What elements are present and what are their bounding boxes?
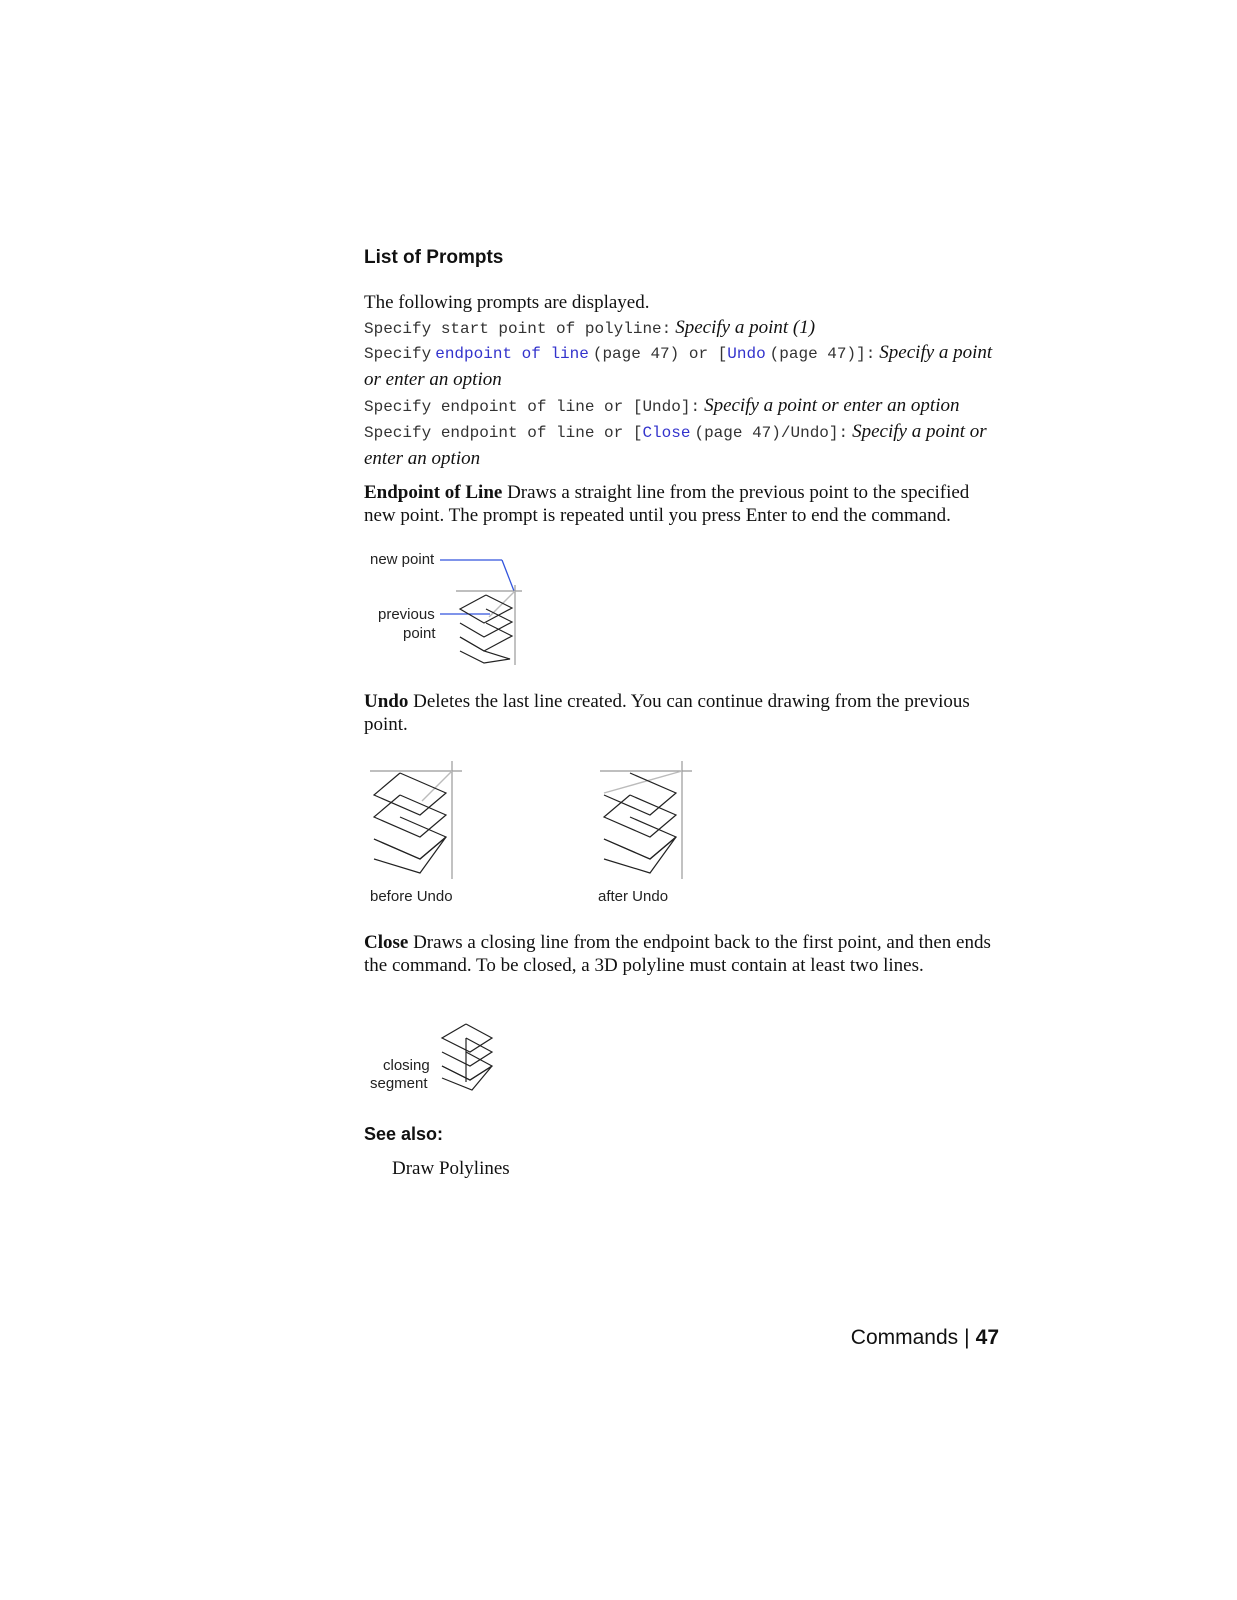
close-paragraph: [364, 931, 1004, 977]
fig-label-after-undo: after Undo: [598, 888, 669, 905]
see-also-link[interactable]: Draw Polylines: [392, 1158, 510, 1179]
prompt-2-code-a: Specify: [364, 345, 432, 363]
undo-paragraph: [364, 690, 1004, 736]
endpoint-term: Endpoint of Line: [364, 482, 503, 503]
close-link[interactable]: Close: [642, 424, 691, 442]
endpoint-paragraph: [364, 481, 1004, 527]
prompt-3: [364, 393, 1004, 420]
prompt-2-code-c: (page 47)]:: [769, 345, 876, 363]
prompt-1: [364, 315, 1004, 342]
page-number: 47: [975, 1326, 999, 1349]
close-figure: [364, 1018, 514, 1098]
prompt-2-code-b: (page 47) or [: [592, 345, 728, 363]
prompt-4-code-a: Specify endpoint of line or [: [364, 424, 643, 442]
see-also-heading: See also:: [364, 1124, 444, 1144]
fig-label-closing: closing: [383, 1057, 430, 1074]
footer-separator: |: [964, 1326, 970, 1349]
prompt-4-code-b: (page 47)/Undo]:: [694, 424, 849, 442]
endpoint-of-line-link[interactable]: endpoint of line: [435, 345, 589, 363]
intro-text: The following prompts are displayed.: [364, 292, 650, 313]
see-also-block: [364, 1124, 1004, 1145]
prompt-1-code: Specify start point of polyline:: [364, 320, 672, 338]
prompt-4-italic: Specify a point or enter an option: [364, 421, 987, 469]
undo-link[interactable]: Undo: [727, 345, 766, 363]
prompt-2-italic: Specify a point or enter an option: [364, 342, 993, 390]
fig-label-new-point: new point: [370, 551, 435, 568]
fig-label-segment: segment: [370, 1075, 428, 1092]
undo-figures: [364, 755, 714, 910]
fig-label-before-undo: before Undo: [370, 888, 453, 905]
undo-term: Undo: [364, 691, 409, 712]
fig-label-previous: previous: [378, 606, 435, 623]
prompt-3-code: Specify endpoint of line or [Undo]:: [364, 398, 701, 416]
prompt-1-italic: Specify a point (1): [675, 317, 816, 338]
close-text: Draws a closing line from the endpoint back to the first point, and then ends the command. To be closed, a 3D polyline must contain at least two lines.: [364, 932, 991, 976]
prompt-4: [364, 419, 1004, 473]
section-title: List of Prompts: [364, 247, 504, 268]
close-term: Close: [364, 932, 409, 953]
fig-label-point: point: [403, 625, 436, 642]
undo-text: Deletes the last line created. You can continue drawing from the previous point.: [364, 691, 970, 735]
endpoint-text: Draws a straight line from the previous point to the specified new point. The prompt is repeated until you press Enter to end the command.: [364, 482, 970, 526]
endpoint-figure: [364, 545, 534, 670]
prompt-2: [364, 340, 1004, 394]
footer-section: Commands: [850, 1326, 959, 1349]
page-footer: [851, 1326, 999, 1350]
prompt-3-italic: Specify a point or enter an option: [704, 395, 960, 416]
section-title-block: [364, 247, 1004, 269]
